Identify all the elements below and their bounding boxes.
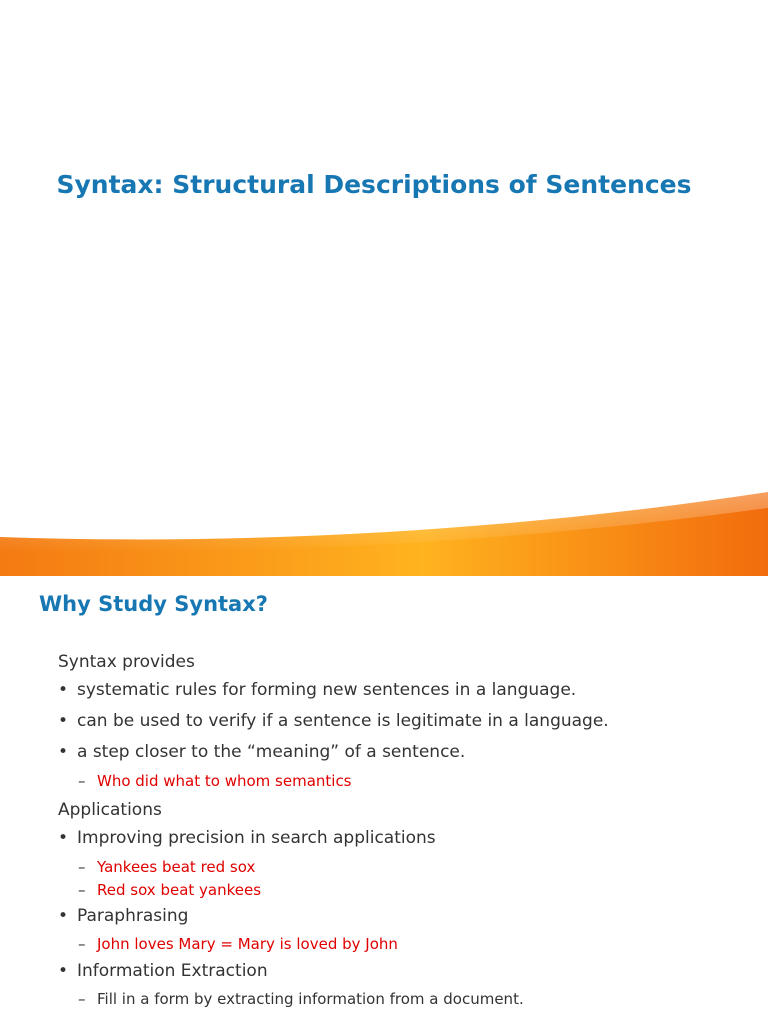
bullet-text: Paraphrasing xyxy=(77,906,189,926)
bullet-icon: • xyxy=(58,961,69,981)
example-text: Fill in a form by extracting information from a document. xyxy=(97,990,524,1008)
slide-title: Why Study Syntax? xyxy=(39,592,268,616)
bullet-icon: • xyxy=(58,711,69,731)
bullet-item xyxy=(58,906,188,926)
bullet-item xyxy=(58,742,465,762)
bullet-item xyxy=(58,711,609,731)
dash-icon: – xyxy=(78,881,86,899)
bullet-text: systematic rules for forming new sentences in a language. xyxy=(77,680,577,700)
example-text: John loves Mary = Mary is loved by John xyxy=(97,935,398,953)
example-item xyxy=(78,990,524,1008)
orange-swoosh-decoration xyxy=(0,480,768,576)
bullet-icon: • xyxy=(58,680,69,700)
dash-icon: – xyxy=(78,858,86,876)
section-heading: Applications xyxy=(58,800,162,820)
section-heading: Syntax provides xyxy=(58,652,195,672)
example-item xyxy=(78,858,255,876)
bullet-text: can be used to verify if a sentence is legitimate in a language. xyxy=(77,711,609,731)
bullet-icon: • xyxy=(58,906,69,926)
bullet-text: Information Extraction xyxy=(77,961,268,981)
example-item xyxy=(78,881,261,899)
bullet-item xyxy=(58,828,436,848)
slide-title: Syntax: Structural Descriptions of Sentences xyxy=(56,170,692,199)
example-text: Red sox beat yankees xyxy=(97,881,262,899)
bullet-item xyxy=(58,680,576,700)
bullet-icon: • xyxy=(58,742,69,762)
example-text: Who did what to whom semantics xyxy=(97,772,352,790)
bullet-text: a step closer to the “meaning” of a sentence. xyxy=(77,742,466,762)
dash-icon: – xyxy=(78,935,86,953)
dash-icon: – xyxy=(78,772,86,790)
dash-icon: – xyxy=(78,990,86,1008)
bullet-item xyxy=(58,961,268,981)
example-item xyxy=(78,935,398,953)
example-text: Yankees beat red sox xyxy=(97,858,256,876)
bullet-text: Improving precision in search applications xyxy=(77,828,436,848)
example-item xyxy=(78,772,352,790)
content-slide xyxy=(0,576,768,1024)
bullet-icon: • xyxy=(58,828,69,848)
